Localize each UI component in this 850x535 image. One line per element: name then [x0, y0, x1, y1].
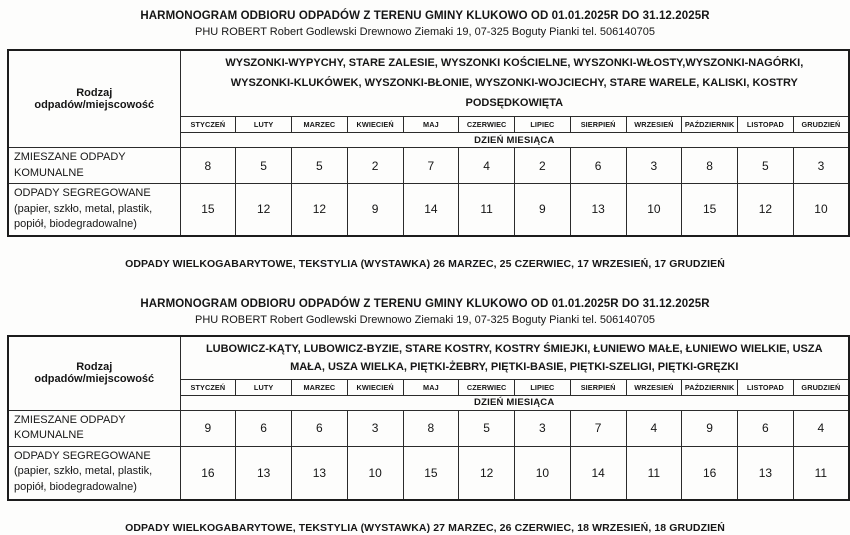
- day-value-cell: 5: [236, 148, 292, 184]
- day-value-cell: 13: [570, 184, 626, 236]
- day-value-cell: 4: [626, 410, 682, 446]
- day-of-month-header-cell: DZIEŃ MIESIĄCA: [180, 395, 849, 410]
- day-value-cell: 4: [459, 148, 515, 184]
- day-value-cell: 5: [459, 410, 515, 446]
- day-value-cell: 12: [738, 184, 794, 236]
- day-value-cell: 3: [347, 410, 403, 446]
- day-value-cell: 9: [347, 184, 403, 236]
- corner-header-cell: Rodzaj odpadów/miejscowość: [8, 50, 180, 148]
- day-value-cell: 10: [347, 446, 403, 500]
- day-value-cell: 9: [682, 410, 738, 446]
- day-value-cell: 6: [570, 148, 626, 184]
- schedule2-table: [7, 335, 850, 502]
- table-row: [8, 410, 849, 446]
- corner-header-cell: Rodzaj odpadów/miejscowość: [8, 336, 180, 411]
- month-header-cell: MAJ: [403, 379, 459, 395]
- day-value-cell: 8: [403, 410, 459, 446]
- day-value-cell: 9: [180, 410, 236, 446]
- day-value-cell: 12: [292, 184, 348, 236]
- schedule1-table: [7, 49, 850, 237]
- day-value-cell: 13: [292, 446, 348, 500]
- day-of-month-header-cell: DZIEŃ MIESIĄCA: [180, 133, 849, 148]
- day-value-cell: 3: [793, 148, 849, 184]
- day-value-cell: 5: [738, 148, 794, 184]
- schedule2-bulky-waste-note: ODPADY WIELKOGABARYTOWE, TEKSTYLIA (WYSTAWKA) 27 MARZEC, 26 CZERWIEC, 18 WRZESIEŃ, 18 GRUDZIEŃ: [125, 522, 725, 535]
- month-header-cell: MARZEC: [292, 117, 348, 133]
- month-header-cell: KWIECIEŃ: [347, 117, 403, 133]
- day-value-cell: 4: [793, 410, 849, 446]
- villages-header-cell: WYSZONKI-WYPYCHY, STARE ZALESIE, WYSZONKI KOŚCIELNE, WYSZONKI-WŁOSTY,WYSZONKI-NAGÓRKI, WYSZONKI-KLUKÓWEK, WYSZONKI-BŁONIE, WYSZONKI-WOJCIECHY, STARE WARELE, KALISKI, KOSTRY PODSĘDKOWIĘTA: [180, 50, 849, 117]
- day-value-cell: 11: [459, 184, 515, 236]
- month-header-cell: WRZESIEŃ: [626, 117, 682, 133]
- day-value-cell: 10: [626, 184, 682, 236]
- month-header-cell: GRUDZIEŃ: [793, 117, 849, 133]
- schedule1-subtitle: PHU ROBERT Robert Godlewski Drewnowo Ziemaki 19, 07-325 Boguty Pianki tel. 506140705: [195, 26, 655, 38]
- month-header-cell: KWIECIEŃ: [347, 379, 403, 395]
- waste-type-label: ODPADY SEGREGOWANE (papier, szkło, metal, plastik, popiół, biodegradowalne): [8, 446, 180, 500]
- day-value-cell: 12: [236, 184, 292, 236]
- month-header-cell: GRUDZIEŃ: [793, 379, 849, 395]
- day-value-cell: 2: [347, 148, 403, 184]
- day-value-cell: 13: [236, 446, 292, 500]
- day-value-cell: 14: [570, 446, 626, 500]
- day-value-cell: 3: [626, 148, 682, 184]
- month-header-cell: CZERWIEC: [459, 379, 515, 395]
- schedule1-bulky-waste-note: ODPADY WIELKOGABARYTOWE, TEKSTYLIA (WYSTAWKA) 26 MARZEC, 25 CZERWIEC, 17 WRZESIEŃ, 17 GRUDZIEŃ: [125, 257, 725, 270]
- schedule1-title: HARMONOGRAM ODBIORU ODPADÓW Z TERENU GMINY KLUKOWO OD 01.01.2025R DO 31.12.2025R: [140, 10, 710, 22]
- day-value-cell: 15: [180, 184, 236, 236]
- day-value-cell: 5: [292, 148, 348, 184]
- table-row: [8, 446, 849, 500]
- day-value-cell: 3: [515, 410, 571, 446]
- day-value-cell: 13: [738, 446, 794, 500]
- day-value-cell: 7: [403, 148, 459, 184]
- month-header-cell: MARZEC: [292, 379, 348, 395]
- day-value-cell: 10: [793, 184, 849, 236]
- day-value-cell: 6: [236, 410, 292, 446]
- month-header-cell: MAJ: [403, 117, 459, 133]
- table-row: [8, 50, 849, 117]
- day-value-cell: 6: [738, 410, 794, 446]
- day-value-cell: 9: [515, 184, 571, 236]
- day-value-cell: 2: [515, 148, 571, 184]
- day-value-cell: 12: [459, 446, 515, 500]
- table-row: [8, 184, 849, 236]
- day-value-cell: 15: [682, 184, 738, 236]
- day-value-cell: 7: [570, 410, 626, 446]
- month-header-cell: WRZESIEŃ: [626, 379, 682, 395]
- month-header-cell: SIERPIEŃ: [570, 117, 626, 133]
- day-value-cell: 14: [403, 184, 459, 236]
- waste-type-label: ODPADY SEGREGOWANE (papier, szkło, metal, plastik, popiół, biodegradowalne): [8, 184, 180, 236]
- month-header-cell: LIPIEC: [515, 379, 571, 395]
- month-header-cell: LUTY: [236, 379, 292, 395]
- day-value-cell: 11: [626, 446, 682, 500]
- table-row: [8, 148, 849, 184]
- day-value-cell: 15: [403, 446, 459, 500]
- month-header-cell: PAŹDZIERNIK: [682, 117, 738, 133]
- month-header-cell: STYCZEŃ: [180, 379, 236, 395]
- schedule2-title: HARMONOGRAM ODBIORU ODPADÓW Z TERENU GMINY KLUKOWO OD 01.01.2025R DO 31.12.2025R: [140, 297, 710, 310]
- month-header-cell: LUTY: [236, 117, 292, 133]
- month-header-cell: LISTOPAD: [738, 379, 794, 395]
- schedule2-subtitle: PHU ROBERT Robert Godlewski Drewnowo Ziemaki 19, 07-325 Boguty Pianki tel. 506140705: [195, 313, 655, 326]
- day-value-cell: 11: [793, 446, 849, 500]
- table-row: [8, 336, 849, 380]
- month-header-cell: LISTOPAD: [738, 117, 794, 133]
- month-header-cell: SIERPIEŃ: [570, 379, 626, 395]
- day-value-cell: 16: [180, 446, 236, 500]
- day-value-cell: 10: [515, 446, 571, 500]
- month-header-cell: STYCZEŃ: [180, 117, 236, 133]
- month-header-cell: LIPIEC: [515, 117, 571, 133]
- day-value-cell: 6: [292, 410, 348, 446]
- villages-header-cell: LUBOWICZ-KĄTY, LUBOWICZ-BYZIE, STARE KOSTRY, KOSTRY ŚMIEJKI, ŁUNIEWO MAŁE, ŁUNIEWO WIELKIE, USZA MAŁA, USZA WIELKA, PIĘTKI-ŻEBRY, PIĘTKI-BASIE, PIĘTKI-SZELIGI, PIĘTKI-GRĘZKI: [180, 336, 849, 380]
- day-value-cell: 16: [682, 446, 738, 500]
- day-value-cell: 8: [682, 148, 738, 184]
- waste-type-label: ZMIESZANE ODPADY KOMUNALNE: [8, 410, 180, 446]
- waste-type-label: ZMIESZANE ODPADY KOMUNALNE: [8, 148, 180, 184]
- month-header-cell: CZERWIEC: [459, 117, 515, 133]
- month-header-cell: PAŹDZIERNIK: [682, 379, 738, 395]
- day-value-cell: 8: [180, 148, 236, 184]
